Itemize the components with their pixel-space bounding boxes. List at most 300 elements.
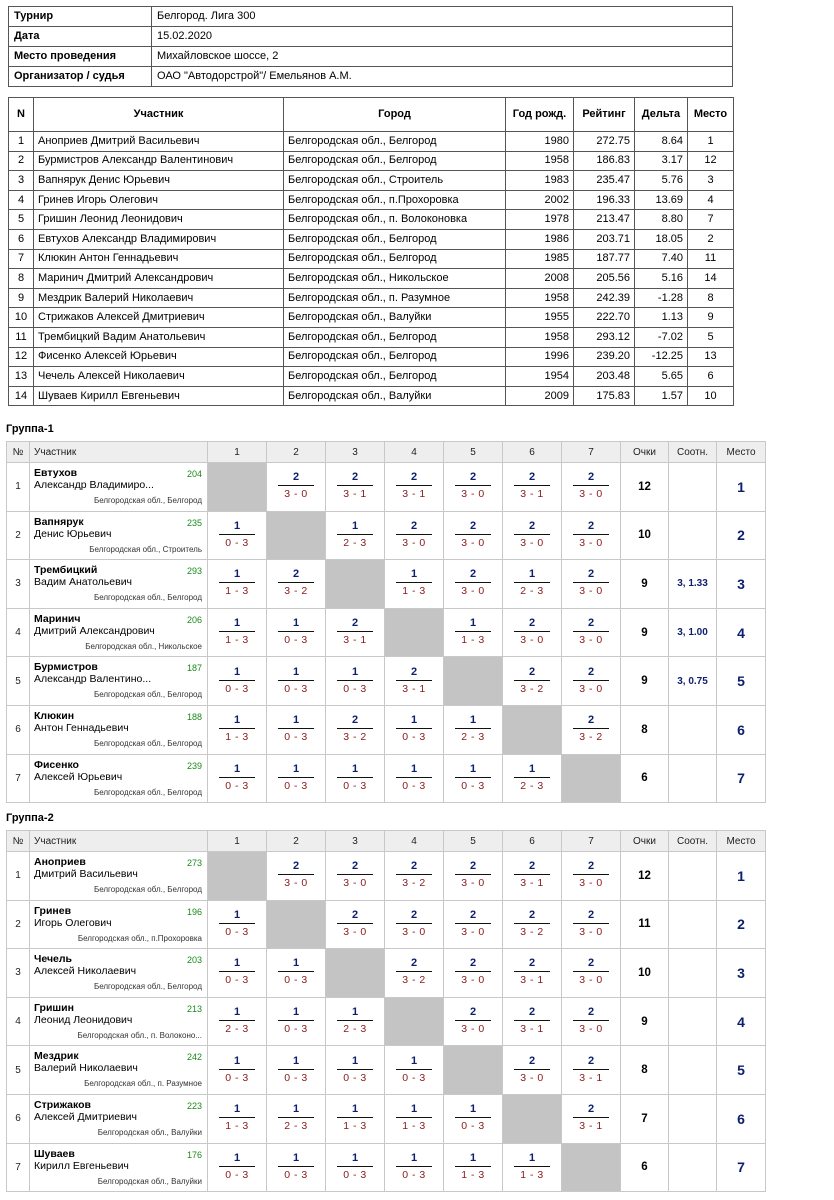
player-rating: 213 bbox=[186, 1003, 202, 1014]
match-result-cell bbox=[208, 900, 267, 949]
player-place: 4 bbox=[717, 997, 766, 1046]
player-surname: Трембицкий bbox=[34, 564, 98, 577]
match-score bbox=[337, 714, 373, 744]
group-column-header: Соотн. bbox=[669, 442, 717, 463]
participant-place: 2 bbox=[688, 229, 734, 249]
player-points: 9 bbox=[621, 997, 669, 1046]
match-set-score: 0 - 3 bbox=[284, 634, 308, 647]
match-points: 1 bbox=[337, 1006, 373, 1021]
player-points: 10 bbox=[621, 949, 669, 998]
match-score bbox=[455, 714, 491, 744]
player-ratio bbox=[669, 852, 717, 901]
participant-rating: 203.71 bbox=[574, 229, 635, 249]
player-rating: 242 bbox=[186, 1052, 202, 1063]
group-column-header: № bbox=[7, 442, 30, 463]
player-rating: 196 bbox=[186, 906, 202, 917]
match-points: 2 bbox=[455, 1006, 491, 1021]
participant-birth-year: 1958 bbox=[506, 327, 574, 347]
player-cell bbox=[30, 463, 208, 512]
match-set-score: 2 - 3 bbox=[343, 1023, 367, 1036]
participant-name: Бурмистров Александр Валентинович bbox=[34, 151, 284, 171]
player-city: Белгородская обл., Валуйки bbox=[97, 1176, 202, 1186]
participants-column-header: Город bbox=[284, 98, 506, 132]
match-result-cell bbox=[444, 463, 503, 512]
match-score bbox=[514, 617, 550, 647]
match-set-score: 3 - 0 bbox=[520, 634, 544, 647]
match-result-cell bbox=[503, 560, 562, 609]
player-city: Белгородская обл., Валуйки bbox=[97, 1127, 202, 1137]
match-score bbox=[337, 666, 373, 696]
participant-delta: 13.69 bbox=[635, 190, 688, 210]
match-points: 1 bbox=[337, 1103, 373, 1118]
match-set-score: 3 - 2 bbox=[579, 731, 603, 744]
match-set-score: 1 - 3 bbox=[461, 634, 485, 647]
match-score bbox=[219, 763, 255, 793]
match-set-score: 3 - 0 bbox=[579, 1023, 603, 1036]
player-place: 2 bbox=[717, 511, 766, 560]
match-result-cell bbox=[326, 852, 385, 901]
match-points: 1 bbox=[278, 666, 314, 681]
match-set-score: 3 - 2 bbox=[343, 731, 367, 744]
participant-place: 10 bbox=[688, 386, 734, 406]
player-name: Александр Валентино... bbox=[34, 673, 152, 686]
match-score bbox=[337, 1152, 373, 1182]
participant-place: 4 bbox=[688, 190, 734, 210]
match-result-cell bbox=[503, 900, 562, 949]
player-city: Белгородская обл., Белгород bbox=[93, 496, 202, 505]
group-column-header: 2 bbox=[267, 831, 326, 852]
participant-birth-year: 1980 bbox=[506, 132, 574, 152]
group-column-header: 7 bbox=[562, 831, 621, 852]
player-ratio bbox=[669, 1094, 717, 1143]
player-ratio bbox=[669, 997, 717, 1046]
match-set-score: 3 - 1 bbox=[343, 488, 367, 501]
participant-rating: 187.77 bbox=[574, 249, 635, 269]
match-score bbox=[219, 520, 255, 550]
match-points: 1 bbox=[337, 1152, 373, 1167]
match-score bbox=[278, 1103, 314, 1133]
match-result-cell bbox=[326, 463, 385, 512]
participant-rating: 203.48 bbox=[574, 367, 635, 387]
match-points: 2 bbox=[573, 666, 609, 681]
match-score bbox=[396, 520, 432, 550]
match-result-cell bbox=[208, 608, 267, 657]
info-value: Михайловское шоссе, 2 bbox=[152, 47, 733, 67]
match-set-score: 3 - 0 bbox=[520, 1071, 544, 1084]
match-result-cell bbox=[444, 511, 503, 560]
player-points: 8 bbox=[621, 705, 669, 754]
participant-number: 6 bbox=[9, 229, 34, 249]
match-points: 2 bbox=[396, 471, 432, 486]
self-match-cell bbox=[208, 463, 267, 512]
group-column-header: 4 bbox=[385, 442, 444, 463]
match-set-score: 3 - 2 bbox=[520, 682, 544, 695]
match-points: 2 bbox=[573, 714, 609, 729]
match-points: 1 bbox=[455, 1152, 491, 1167]
match-result-cell bbox=[326, 1094, 385, 1143]
participants-column-header: Дельта bbox=[635, 98, 688, 132]
match-result-cell bbox=[267, 1143, 326, 1192]
participant-name: Шуваев Кирилл Евгеньевич bbox=[34, 386, 284, 406]
self-match-cell bbox=[444, 1046, 503, 1095]
match-points: 2 bbox=[396, 666, 432, 681]
match-result-cell bbox=[208, 754, 267, 803]
player-surname: Стрижаков bbox=[34, 1098, 91, 1111]
match-score bbox=[278, 763, 314, 793]
match-score bbox=[278, 1055, 314, 1085]
match-result-cell bbox=[562, 511, 621, 560]
participant-number: 12 bbox=[9, 347, 34, 367]
participant-delta: 1.57 bbox=[635, 386, 688, 406]
participant-place: 3 bbox=[688, 171, 734, 191]
match-result-cell bbox=[503, 463, 562, 512]
player-cell bbox=[30, 511, 208, 560]
match-score bbox=[278, 666, 314, 696]
match-score bbox=[396, 860, 432, 890]
match-score bbox=[573, 1103, 609, 1133]
match-set-score: 0 - 3 bbox=[225, 779, 249, 792]
match-result-cell bbox=[562, 1046, 621, 1095]
match-points: 2 bbox=[278, 471, 314, 486]
match-points: 2 bbox=[514, 860, 550, 875]
match-points: 1 bbox=[219, 714, 255, 729]
match-score bbox=[573, 666, 609, 696]
player-ratio: 3, 0.75 bbox=[669, 657, 717, 706]
table-row bbox=[7, 900, 766, 949]
match-set-score: 3 - 0 bbox=[461, 536, 485, 549]
match-points: 1 bbox=[278, 763, 314, 778]
participant-birth-year: 1958 bbox=[506, 288, 574, 308]
player-rating: 188 bbox=[186, 711, 202, 722]
match-points: 1 bbox=[396, 1055, 432, 1070]
match-result-cell bbox=[385, 560, 444, 609]
match-points: 1 bbox=[514, 1152, 550, 1167]
match-points: 2 bbox=[455, 471, 491, 486]
participant-rating: 293.12 bbox=[574, 327, 635, 347]
match-score bbox=[337, 1055, 373, 1085]
match-points: 1 bbox=[219, 520, 255, 535]
participant-delta: 18.05 bbox=[635, 229, 688, 249]
player-place: 1 bbox=[717, 852, 766, 901]
match-result-cell bbox=[326, 1143, 385, 1192]
match-score bbox=[278, 860, 314, 890]
participant-delta: 5.76 bbox=[635, 171, 688, 191]
match-points: 2 bbox=[573, 860, 609, 875]
group-column-header: Соотн. bbox=[669, 831, 717, 852]
player-surname: Фисенко bbox=[34, 758, 79, 771]
table-row bbox=[9, 269, 734, 289]
match-set-score: 3 - 0 bbox=[284, 877, 308, 890]
match-score bbox=[514, 1006, 550, 1036]
match-score bbox=[337, 860, 373, 890]
row-number: 2 bbox=[7, 511, 30, 560]
match-set-score: 3 - 0 bbox=[284, 488, 308, 501]
match-points: 2 bbox=[573, 909, 609, 924]
table-row bbox=[7, 754, 766, 803]
player-points: 6 bbox=[621, 754, 669, 803]
match-score bbox=[278, 957, 314, 987]
match-points: 2 bbox=[278, 568, 314, 583]
match-result-cell bbox=[503, 754, 562, 803]
match-points: 1 bbox=[337, 666, 373, 681]
group-table bbox=[6, 830, 766, 1192]
match-result-cell bbox=[562, 463, 621, 512]
match-result-cell bbox=[267, 997, 326, 1046]
match-result-cell bbox=[208, 511, 267, 560]
match-score bbox=[278, 471, 314, 501]
match-points: 2 bbox=[337, 714, 373, 729]
player-ratio: 3, 1.33 bbox=[669, 560, 717, 609]
player-rating: 187 bbox=[186, 663, 202, 674]
match-score bbox=[396, 957, 432, 987]
participant-birth-year: 1983 bbox=[506, 171, 574, 191]
match-points: 2 bbox=[514, 666, 550, 681]
match-result-cell bbox=[385, 511, 444, 560]
player-rating: 235 bbox=[186, 517, 202, 528]
match-set-score: 3 - 1 bbox=[520, 974, 544, 987]
participant-rating: 196.33 bbox=[574, 190, 635, 210]
match-points: 1 bbox=[219, 909, 255, 924]
participant-place: 14 bbox=[688, 269, 734, 289]
match-points: 2 bbox=[278, 860, 314, 875]
player-city: Белгородская обл., Белгород bbox=[93, 885, 202, 894]
match-set-score: 3 - 0 bbox=[579, 634, 603, 647]
match-points: 1 bbox=[278, 617, 314, 632]
table-row bbox=[7, 608, 766, 657]
participant-number: 13 bbox=[9, 367, 34, 387]
participant-number: 1 bbox=[9, 132, 34, 152]
match-points: 1 bbox=[396, 1103, 432, 1118]
player-city: Белгородская обл., Строитель bbox=[89, 544, 202, 554]
player-place: 6 bbox=[717, 705, 766, 754]
match-result-cell bbox=[326, 511, 385, 560]
match-set-score: 0 - 3 bbox=[225, 1168, 249, 1181]
participant-name: Вапнярук Денис Юрьевич bbox=[34, 171, 284, 191]
participant-delta: 7.40 bbox=[635, 249, 688, 269]
match-score bbox=[396, 1055, 432, 1085]
match-result-cell bbox=[562, 608, 621, 657]
participant-number: 3 bbox=[9, 171, 34, 191]
match-points: 1 bbox=[219, 666, 255, 681]
match-result-cell bbox=[444, 997, 503, 1046]
row-number: 3 bbox=[7, 560, 30, 609]
match-points: 1 bbox=[278, 1152, 314, 1167]
match-set-score: 0 - 3 bbox=[225, 682, 249, 695]
match-result-cell bbox=[444, 705, 503, 754]
match-set-score: 3 - 0 bbox=[461, 488, 485, 501]
match-set-score: 0 - 3 bbox=[284, 974, 308, 987]
match-set-score: 3 - 0 bbox=[343, 925, 367, 938]
match-points: 1 bbox=[219, 763, 255, 778]
table-row bbox=[9, 308, 734, 328]
match-set-score: 3 - 1 bbox=[402, 682, 426, 695]
match-score bbox=[455, 763, 491, 793]
match-points: 2 bbox=[337, 909, 373, 924]
match-result-cell bbox=[503, 657, 562, 706]
player-city: Белгородская обл., Белгород bbox=[93, 982, 202, 992]
match-score bbox=[219, 957, 255, 987]
match-result-cell bbox=[208, 997, 267, 1046]
table-row bbox=[7, 705, 766, 754]
match-points: 1 bbox=[278, 714, 314, 729]
match-result-cell bbox=[208, 657, 267, 706]
match-score bbox=[514, 1055, 550, 1085]
match-set-score: 2 - 3 bbox=[225, 1023, 249, 1036]
match-score bbox=[337, 1103, 373, 1133]
player-place: 6 bbox=[717, 1094, 766, 1143]
match-result-cell bbox=[444, 608, 503, 657]
match-score bbox=[396, 1103, 432, 1133]
match-result-cell bbox=[385, 949, 444, 998]
match-points: 2 bbox=[455, 909, 491, 924]
participant-delta: -12.25 bbox=[635, 347, 688, 367]
match-points: 1 bbox=[278, 1055, 314, 1070]
player-points: 8 bbox=[621, 1046, 669, 1095]
match-set-score: 1 - 3 bbox=[461, 1168, 485, 1181]
participants-column-header: Рейтинг bbox=[574, 98, 635, 132]
match-score bbox=[455, 860, 491, 890]
match-set-score: 3 - 1 bbox=[520, 1023, 544, 1036]
match-result-cell bbox=[385, 1094, 444, 1143]
match-result-cell bbox=[267, 949, 326, 998]
participant-city: Белгородская обл., п. Разумное bbox=[284, 288, 506, 308]
match-score bbox=[514, 957, 550, 987]
info-value: ОАО "Автодорстрой"/ Емельянов А.М. bbox=[152, 67, 733, 87]
match-set-score: 3 - 0 bbox=[579, 488, 603, 501]
player-cell bbox=[30, 1094, 208, 1143]
match-result-cell bbox=[503, 949, 562, 998]
group-column-header: 1 bbox=[208, 831, 267, 852]
match-set-score: 3 - 0 bbox=[461, 585, 485, 598]
match-set-score: 1 - 3 bbox=[343, 1120, 367, 1133]
match-points: 2 bbox=[396, 860, 432, 875]
participant-city: Белгородская обл., Белгород bbox=[284, 229, 506, 249]
group-column-header: 5 bbox=[444, 442, 503, 463]
match-set-score: 3 - 2 bbox=[402, 974, 426, 987]
participants-column-header: Участник bbox=[34, 98, 284, 132]
participant-city: Белгородская обл., п.Прохоровка bbox=[284, 190, 506, 210]
table-row bbox=[7, 463, 766, 512]
player-surname: Гришин bbox=[34, 1001, 74, 1014]
table-row bbox=[9, 386, 734, 406]
participant-place: 12 bbox=[688, 151, 734, 171]
match-score bbox=[573, 471, 609, 501]
player-ratio bbox=[669, 705, 717, 754]
player-name: Игорь Олегович bbox=[34, 916, 112, 929]
match-points: 2 bbox=[514, 617, 550, 632]
match-set-score: 0 - 3 bbox=[343, 779, 367, 792]
row-number: 4 bbox=[7, 997, 30, 1046]
participant-number: 11 bbox=[9, 327, 34, 347]
player-surname: Маринич bbox=[34, 612, 81, 625]
group-column-header: 3 bbox=[326, 831, 385, 852]
match-points: 2 bbox=[573, 520, 609, 535]
match-points: 1 bbox=[219, 1006, 255, 1021]
match-result-cell bbox=[385, 1143, 444, 1192]
match-points: 2 bbox=[514, 957, 550, 972]
match-score bbox=[219, 1006, 255, 1036]
table-row bbox=[9, 229, 734, 249]
player-points: 11 bbox=[621, 900, 669, 949]
match-score bbox=[278, 1152, 314, 1182]
participant-number: 7 bbox=[9, 249, 34, 269]
row-number: 3 bbox=[7, 949, 30, 998]
match-score bbox=[514, 568, 550, 598]
match-points: 1 bbox=[219, 1152, 255, 1167]
match-result-cell bbox=[385, 463, 444, 512]
match-points: 1 bbox=[278, 957, 314, 972]
match-score bbox=[514, 860, 550, 890]
match-score bbox=[337, 909, 373, 939]
player-surname: Бурмистров bbox=[34, 661, 98, 674]
group-column-header: 1 bbox=[208, 442, 267, 463]
row-number: 5 bbox=[7, 1046, 30, 1095]
player-name: Алексей Дмитриевич bbox=[34, 1110, 138, 1123]
player-cell bbox=[30, 949, 208, 998]
self-match-cell bbox=[326, 949, 385, 998]
participant-name: Клюкин Антон Геннадьевич bbox=[34, 249, 284, 269]
player-place: 4 bbox=[717, 608, 766, 657]
match-score bbox=[455, 1152, 491, 1182]
match-points: 1 bbox=[455, 617, 491, 632]
match-result-cell bbox=[444, 754, 503, 803]
participants-body bbox=[9, 132, 734, 406]
player-name: Александр Владимиро... bbox=[34, 479, 154, 491]
tournament-info-row bbox=[9, 47, 733, 67]
player-cell bbox=[30, 608, 208, 657]
participant-number: 9 bbox=[9, 288, 34, 308]
participant-birth-year: 1996 bbox=[506, 347, 574, 367]
player-rating: 176 bbox=[186, 1149, 202, 1160]
match-score bbox=[573, 860, 609, 890]
player-city: Белгородская обл., Никольское bbox=[85, 641, 202, 651]
table-row bbox=[7, 949, 766, 998]
player-place: 5 bbox=[717, 657, 766, 706]
participant-delta: 8.64 bbox=[635, 132, 688, 152]
match-points: 1 bbox=[396, 714, 432, 729]
player-points: 12 bbox=[621, 463, 669, 512]
table-row bbox=[9, 367, 734, 387]
match-set-score: 3 - 1 bbox=[402, 488, 426, 501]
match-score bbox=[396, 568, 432, 598]
participant-birth-year: 1958 bbox=[506, 151, 574, 171]
player-rating: 204 bbox=[186, 469, 202, 479]
participant-name: Гришин Леонид Леонидович bbox=[34, 210, 284, 230]
row-number: 2 bbox=[7, 900, 30, 949]
group-column-header: 7 bbox=[562, 442, 621, 463]
match-set-score: 3 - 0 bbox=[579, 585, 603, 598]
participant-number: 4 bbox=[9, 190, 34, 210]
participant-delta: 5.65 bbox=[635, 367, 688, 387]
participant-birth-year: 1954 bbox=[506, 367, 574, 387]
table-row bbox=[7, 560, 766, 609]
match-set-score: 0 - 3 bbox=[284, 731, 308, 744]
match-points: 1 bbox=[396, 763, 432, 778]
match-points: 2 bbox=[455, 860, 491, 875]
participant-name: Чечель Алексей Николаевич bbox=[34, 367, 284, 387]
participant-place: 9 bbox=[688, 308, 734, 328]
match-result-cell bbox=[562, 560, 621, 609]
row-number: 7 bbox=[7, 1143, 30, 1192]
participant-delta: 5.16 bbox=[635, 269, 688, 289]
match-points: 1 bbox=[219, 1055, 255, 1070]
match-result-cell bbox=[444, 560, 503, 609]
player-ratio bbox=[669, 1143, 717, 1192]
player-surname: Клюкин bbox=[34, 709, 75, 722]
match-points: 1 bbox=[219, 617, 255, 632]
match-score bbox=[514, 1152, 550, 1182]
match-set-score: 3 - 0 bbox=[402, 925, 426, 938]
